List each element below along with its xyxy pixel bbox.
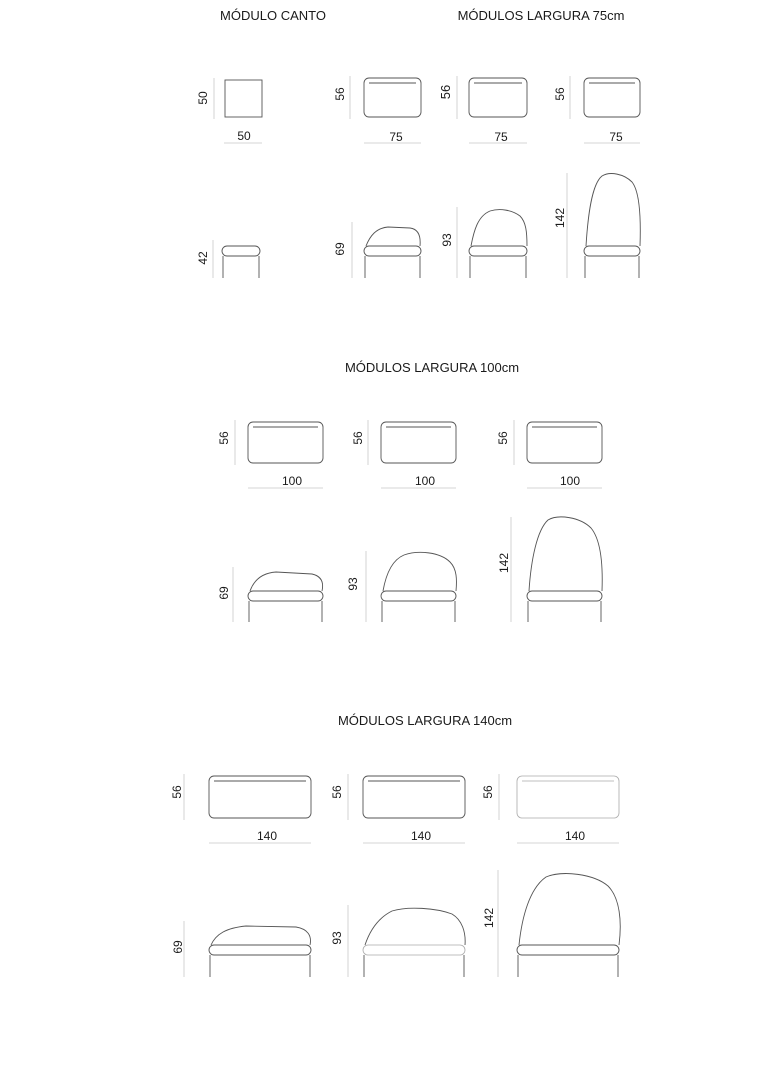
height-label: 93 (440, 233, 454, 247)
module-top-outline (469, 78, 527, 117)
backrest-outline (211, 926, 310, 945)
backrest-outline (365, 908, 465, 945)
depth-label: 56 (481, 785, 495, 799)
module-top-outline (248, 422, 323, 463)
module-top-outline (517, 776, 619, 818)
height-label: 69 (333, 242, 347, 256)
w140-side-view-high-back (482, 870, 620, 977)
w75-side-view-low-back (333, 222, 421, 278)
seat-outline (469, 246, 527, 256)
height-label: 69 (171, 940, 185, 954)
backrest-outline (586, 174, 640, 246)
module-top-outline (364, 78, 421, 117)
w75-top-view-3 (553, 76, 640, 144)
w75-side-view-high-back (553, 173, 640, 278)
backrest-outline (471, 210, 527, 246)
corner-depth-label: 50 (196, 91, 210, 105)
depth-label: 56 (438, 84, 453, 100)
height-label: 142 (497, 552, 511, 574)
depth-label: 56 (170, 785, 184, 799)
width-label: 100 (559, 474, 581, 488)
w75-top-view-2 (438, 76, 527, 144)
height-label: 142 (482, 907, 496, 929)
title-corner-module: MÓDULO CANTO (220, 8, 326, 23)
depth-label: 56 (351, 431, 365, 445)
module-top-outline (209, 776, 311, 818)
width-label: 75 (389, 130, 403, 144)
w100-top-view-3 (496, 420, 602, 488)
w75-side-view-mid-back (440, 207, 527, 278)
module-top-outline (584, 78, 640, 117)
w140-top-view-1 (170, 774, 311, 843)
seat-outline (527, 591, 602, 601)
module-top-outline (381, 422, 456, 463)
depth-label: 56 (333, 87, 347, 101)
backrest-outline (383, 552, 456, 591)
width-label: 140 (564, 829, 586, 843)
module-top-outline (527, 422, 602, 463)
width-label: 75 (494, 130, 508, 144)
seat-outline (363, 945, 465, 955)
height-label: 93 (330, 931, 344, 945)
depth-label: 56 (496, 431, 510, 445)
corner-seat-outline (222, 246, 260, 256)
title-width-140: MÓDULOS LARGURA 140cm (337, 713, 513, 728)
height-label: 93 (346, 577, 360, 591)
w140-top-view-2 (330, 774, 465, 843)
w75-top-view-1 (333, 76, 421, 144)
w100-top-view-2 (351, 420, 456, 488)
seat-outline (517, 945, 619, 955)
height-label: 142 (553, 207, 567, 229)
corner-side-view (196, 240, 260, 278)
seat-outline (584, 246, 640, 256)
seat-outline (364, 246, 421, 256)
title-width-100: MÓDULOS LARGURA 100cm (344, 360, 520, 375)
backrest-outline (250, 572, 323, 591)
width-label: 100 (414, 474, 436, 488)
width-label: 140 (256, 829, 278, 843)
seat-outline (381, 591, 456, 601)
width-label: 140 (410, 829, 432, 843)
height-label: 69 (217, 586, 231, 600)
width-label: 75 (609, 130, 623, 144)
depth-label: 56 (553, 87, 567, 101)
width-label: 100 (281, 474, 303, 488)
w100-side-view-low-back (217, 567, 323, 622)
backrest-outline (519, 874, 620, 945)
backrest-outline (366, 227, 420, 246)
w100-side-view-mid-back (346, 551, 456, 622)
corner-top-view (196, 78, 262, 143)
w140-top-view-3 (481, 774, 619, 843)
w100-top-view-1 (217, 420, 323, 488)
corner-width-label: 50 (237, 129, 251, 143)
title-width-75: MÓDULOS LARGURA 75cm (457, 8, 625, 23)
seat-outline (209, 945, 311, 955)
w140-side-view-mid-back (330, 905, 465, 977)
corner-top-outline (225, 80, 262, 117)
w100-side-view-high-back (497, 517, 602, 622)
seat-outline (248, 591, 323, 601)
backrest-outline (529, 517, 602, 591)
depth-label: 56 (330, 785, 344, 799)
corner-height-label: 42 (196, 251, 210, 265)
depth-label: 56 (217, 431, 231, 445)
module-top-outline (363, 776, 465, 818)
w140-side-view-low-back (171, 921, 311, 977)
